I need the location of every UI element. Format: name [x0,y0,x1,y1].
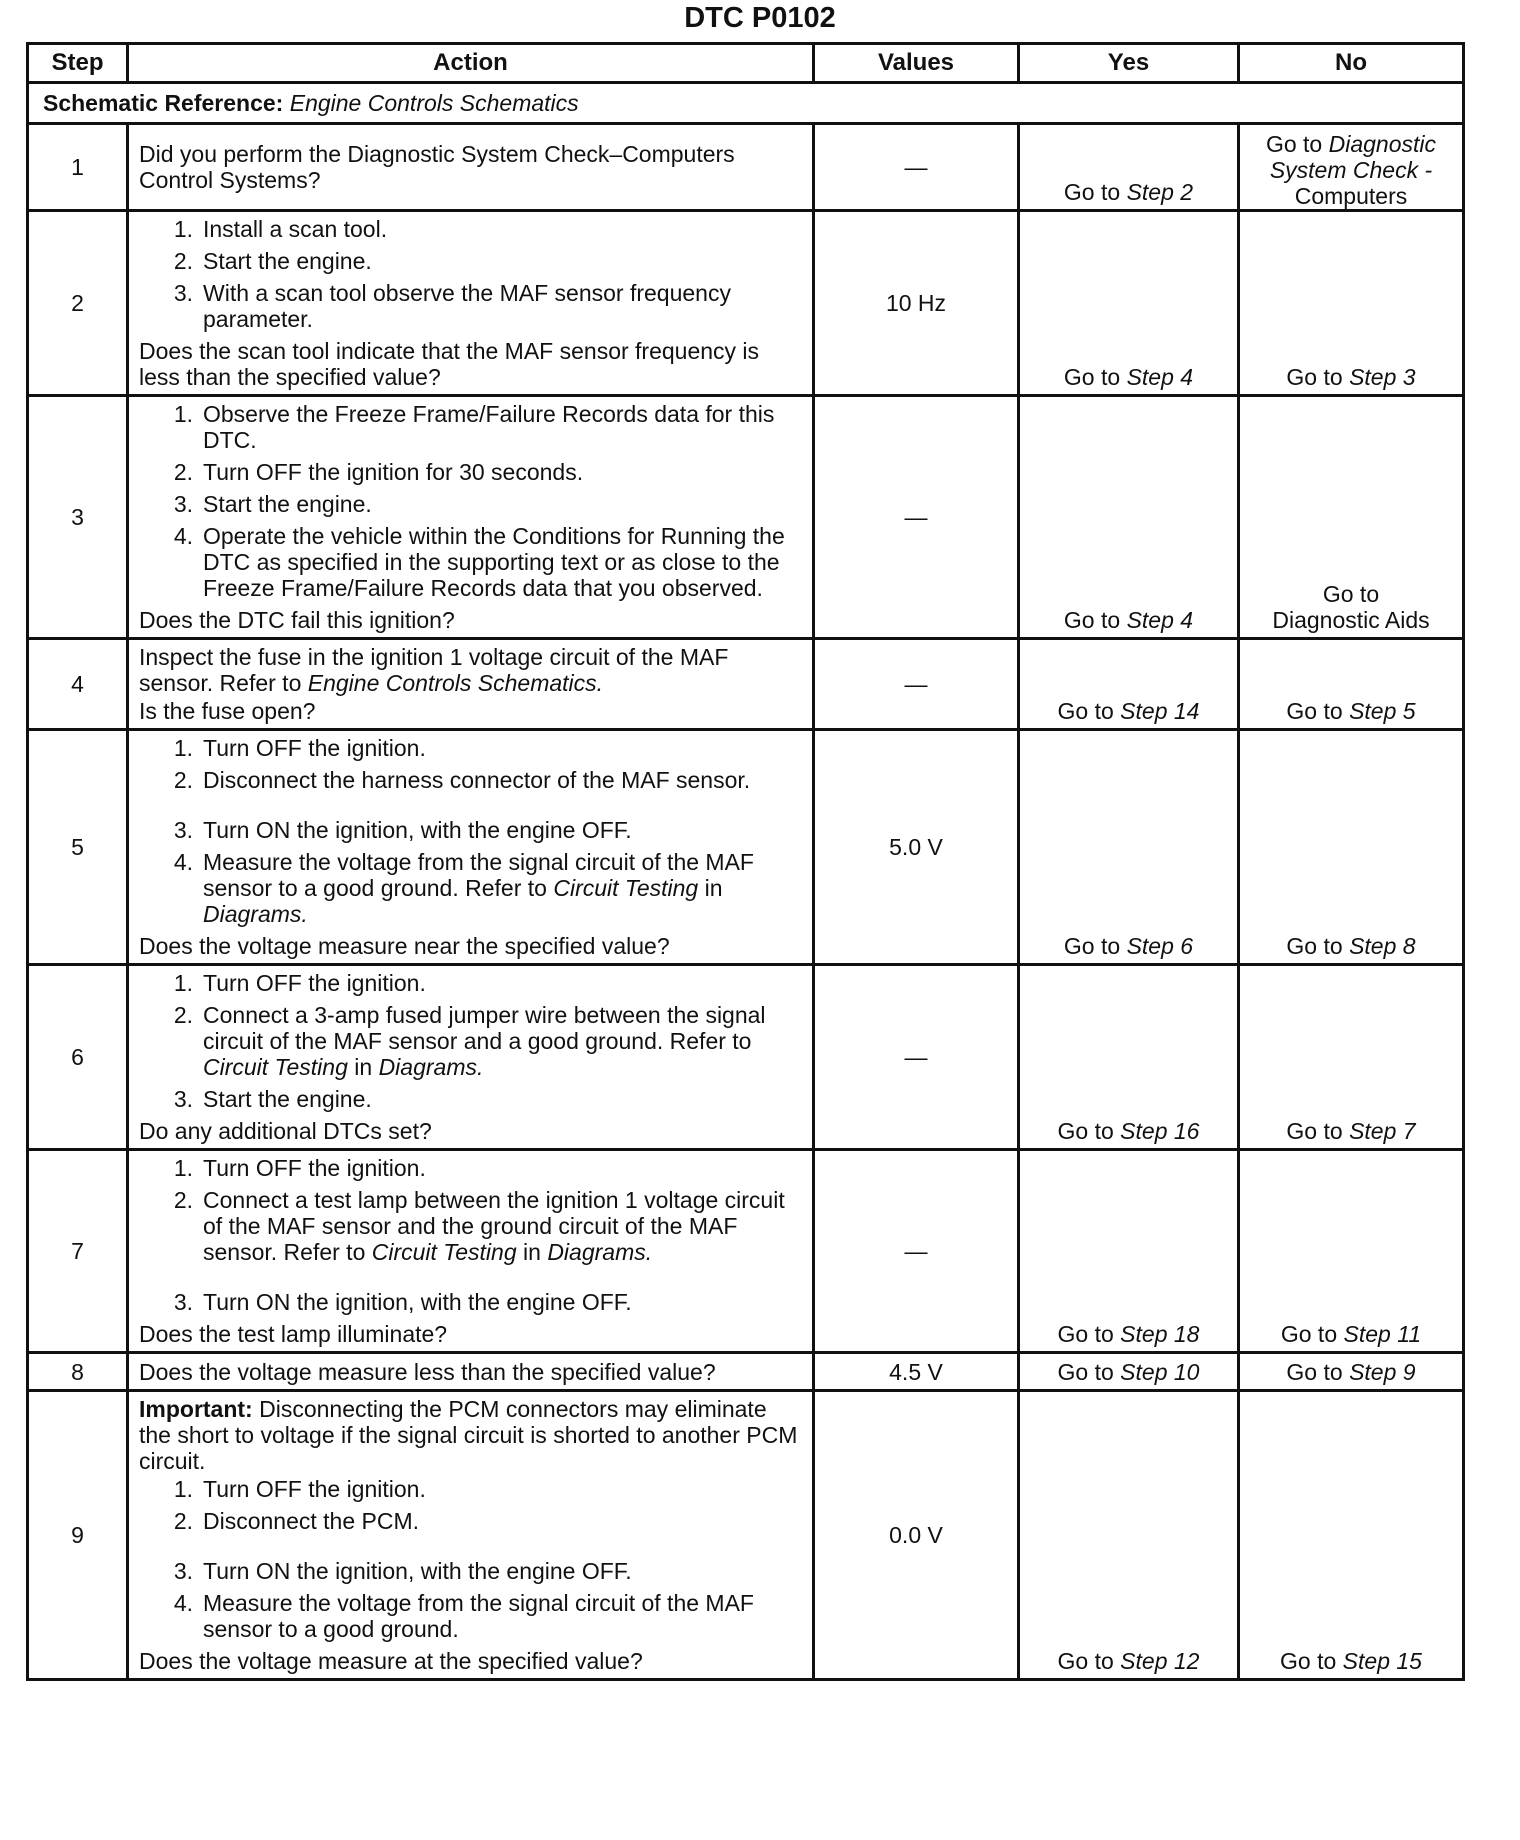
action-cell [128,965,814,1150]
yes-link[interactable]: Go to Step 14 [1019,639,1239,730]
step-target: 4 [1180,364,1194,390]
no-link[interactable]: Go to Step 5 [1239,639,1464,730]
list-item: 1. Observe the Freeze Frame/Failure Records data for this DTC. [173,401,775,453]
table-row [28,1391,1464,1680]
action-question: Does the DTC fail this ignition? [139,607,455,633]
step-number: 6 [28,965,128,1150]
table-row [28,396,1464,639]
diagnostic-table [26,42,1465,1681]
list-item: 2. Disconnect the PCM. [173,1508,420,1534]
step-target: 16 [1173,1118,1200,1144]
table-row [28,1353,1464,1391]
list-item: 1. Turn OFF the ignition. [173,735,426,761]
table-row [28,730,1464,965]
table-row [28,211,1464,396]
step-target: 11 [1397,1321,1422,1347]
no-link[interactable]: Go to Step 7 [1239,965,1464,1150]
action-cell [128,396,814,639]
step-number: 8 [28,1353,128,1391]
schematic-reference-row [28,83,1464,124]
list-item: 2. Connect a 3-amp fused jumper wire between the signal circuit of the MAF sensor and a good ground. Refer to Circuit Testing in Diagrams. [173,1002,766,1080]
action-cell [128,211,814,396]
value-cell: — [814,396,1019,639]
action-text: Inspect the fuse in the ignition 1 voltage circuit of the MAF sensor. Refer to [139,644,729,696]
action-question: Do any additional DTCs set? [139,1118,432,1144]
list-item: 1. Turn OFF the ignition. [173,970,426,996]
no-link[interactable] [1239,124,1464,211]
step-target: 15 [1396,1648,1422,1674]
no-link[interactable]: Go to Step 9 [1239,1353,1464,1391]
value-cell: — [814,124,1019,211]
action-cell [128,730,814,965]
step-target: 3 [1402,364,1416,390]
list-item: 4. Measure the voltage from the signal circuit of the MAF sensor to a good ground. [173,1590,754,1642]
go-to-label: Go to [1265,131,1323,157]
list-item: 4. Measure the voltage from the signal circuit of the MAF sensor to a good ground. Refer to Circuit Testing in Diagrams. [173,849,754,927]
schematic-label: Schematic Reference: [43,90,284,116]
go-to-label: Go to [1063,179,1121,205]
reference-link[interactable]: Diagrams. [547,1239,653,1265]
reference-link[interactable]: Diagrams. [203,901,308,927]
list-item: 3. Start the engine. [173,1086,372,1112]
step-target: 4 [1180,607,1194,633]
list-item: 2. Disconnect the harness connector of the MAF sensor. [173,767,751,793]
list-item: 1. Turn OFF the ignition. [173,1155,426,1181]
step-number: 4 [28,639,128,730]
header-action: Action [128,44,814,83]
yes-link[interactable]: Go to Step 4 [1019,396,1239,639]
action-question: Did you perform the Diagnostic System Check–Computers Control Systems? [139,141,735,193]
step-target: 10 [1173,1359,1200,1385]
reference-link[interactable]: Circuit Testing [203,1054,348,1080]
schematic-reference [28,83,1464,124]
reference-link[interactable]: Engine Controls Schematics. [307,670,604,696]
step-target: 2 [1180,179,1194,205]
step-target: 9 [1402,1359,1416,1385]
no-target-italic: Diagnostic System Check - [1269,131,1437,183]
table-row [28,1150,1464,1353]
step-number: 9 [28,1391,128,1680]
list-item: 2. Connect a test lamp between the ignition 1 voltage circuit of the MAF sensor and the ground circuit of the MAF sensor. Refer to Circuit Testing in Diagrams. [173,1187,785,1265]
header-step: Step [28,44,128,83]
schematic-link[interactable]: Engine Controls Schematics [289,90,579,116]
action-question: Does the voltage measure at the specified value? [139,1648,643,1674]
value-cell: — [814,965,1019,1150]
action-cell [128,1391,814,1680]
action-cell [128,124,814,211]
header-no: No [1239,44,1464,83]
no-link[interactable]: Go to Step 8 [1239,730,1464,965]
no-link[interactable]: Go to Step 3 [1239,211,1464,396]
reference-link[interactable]: Circuit Testing [553,875,699,901]
list-item: 1. Turn OFF the ignition. [173,1476,426,1502]
yes-link[interactable]: Go to Step 4 [1019,211,1239,396]
value-cell: 4.5 V [814,1353,1019,1391]
no-link[interactable]: Go to Diagnostic Aids [1239,396,1464,639]
no-link[interactable]: Go to Step 11 [1239,1150,1464,1353]
list-item: 4. Operate the vehicle within the Conditions for Running the DTC as specified in the supporting text or as close to the Freeze Frame/Failure Records data that you observed. [173,523,785,601]
yes-link[interactable]: Go to Step 10 [1019,1353,1239,1391]
yes-link[interactable]: Go to Step 6 [1019,730,1239,965]
step-target: 18 [1173,1321,1200,1347]
value-cell: — [814,639,1019,730]
action-question: Does the voltage measure near the specified value? [139,933,670,959]
page-title: DTC P0102 [684,2,836,34]
important-text: Disconnecting the PCM connectors may eliminate the short to voltage if the signal circuit is shorted to another PCM circuit. [139,1396,798,1474]
step-number: 3 [28,396,128,639]
step-number: 1 [28,124,128,211]
step-number: 2 [28,211,128,396]
action-question: Does the scan tool indicate that the MAF sensor frequency is less than the specified value? [139,338,760,390]
header-yes: Yes [1019,44,1239,83]
list-item: 3. Turn ON the ignition, with the engine OFF. [173,1289,632,1315]
step-target: 14 [1173,698,1200,724]
important-label: Important: [139,1396,253,1422]
list-item: 2. Turn OFF the ignition for 30 seconds. [173,459,584,485]
step-target: 5 [1402,698,1416,724]
action-cell [128,639,814,730]
yes-link[interactable] [1019,124,1239,211]
header-row [28,44,1464,83]
list-item: 3. Turn ON the ignition, with the engine OFF. [173,1558,632,1584]
reference-link[interactable]: Diagrams. [378,1054,484,1080]
table-row [28,124,1464,211]
step-word: Step [1126,179,1174,205]
value-cell: 5.0 V [814,730,1019,965]
action-question: Is the fuse open? [139,698,316,724]
yes-link[interactable]: Go to Step 18 [1019,1150,1239,1353]
reference-link[interactable]: Circuit Testing [371,1239,517,1265]
value-cell: 0.0 V [814,1391,1019,1680]
step-number: 5 [28,730,128,965]
yes-link[interactable]: Go to Step 12 [1019,1391,1239,1680]
yes-link[interactable]: Go to Step 16 [1019,965,1239,1150]
step-target: 6 [1180,933,1194,959]
list-item: 2. Start the engine. [173,248,372,274]
list-item: 1. Install a scan tool. [173,216,388,242]
list-item: 3. With a scan tool observe the MAF sensor frequency parameter. [173,280,731,332]
no-link[interactable]: Go to Step 15 [1239,1391,1464,1680]
value-cell: — [814,1150,1019,1353]
list-item: 3. Start the engine. [173,491,372,517]
step-number: 7 [28,1150,128,1353]
table-row [28,639,1464,730]
header-values: Values [814,44,1019,83]
no-target-suffix: Computers [1294,183,1408,209]
step-target: 12 [1173,1648,1200,1674]
action-cell [128,1150,814,1353]
action-cell [128,1353,814,1391]
value-cell: 10 Hz [814,211,1019,396]
step-target: 8 [1402,933,1416,959]
step-target: 7 [1402,1118,1416,1144]
action-question: Does the test lamp illuminate? [139,1321,448,1347]
action-question: Does the voltage measure less than the specified value? [139,1358,716,1385]
table-row [28,965,1464,1150]
list-item: 3. Turn ON the ignition, with the engine OFF. [173,817,632,843]
